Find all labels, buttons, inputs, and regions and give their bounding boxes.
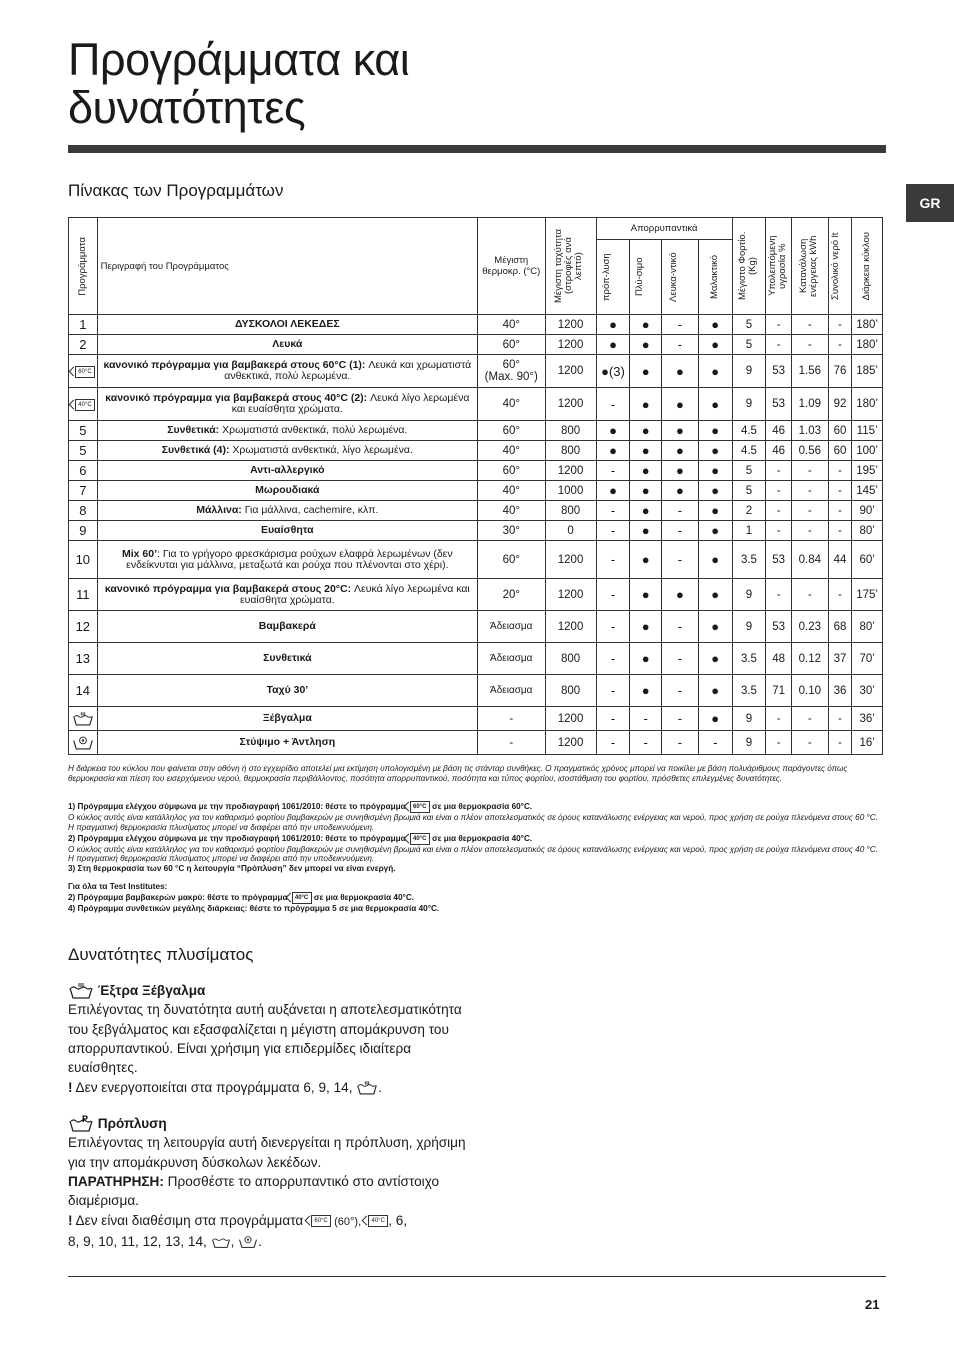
wash-flag: ● bbox=[630, 355, 662, 388]
prewash-flag: - bbox=[596, 675, 630, 707]
energy: 0.56 bbox=[791, 441, 828, 461]
table-row bbox=[69, 335, 883, 355]
wash-flag: ● bbox=[630, 579, 662, 611]
max-speed: 800 bbox=[545, 441, 596, 461]
bleach-flag: - bbox=[662, 315, 699, 335]
max-speed: 800 bbox=[545, 675, 596, 707]
max-temp: 60° (Max. 90°) bbox=[478, 355, 545, 388]
softener-flag: ● bbox=[698, 579, 732, 611]
residual-humidity: 53 bbox=[766, 388, 792, 421]
wash-flag: ● bbox=[630, 388, 662, 421]
prewash-flag: ● bbox=[596, 441, 630, 461]
table-row bbox=[69, 579, 883, 611]
max-temp: 30° bbox=[478, 521, 545, 541]
max-load: 5 bbox=[732, 461, 766, 481]
header-residual-humidity: Υπολειπόμενη υγρασία % bbox=[767, 235, 789, 297]
water: 60 bbox=[828, 441, 852, 461]
program-description: ΔΥΣΚΟΛΟΙ ΛΕΚΕΔΕΣ bbox=[97, 315, 477, 335]
prewash-flag: - bbox=[596, 461, 630, 481]
duration: 100’ bbox=[852, 441, 883, 461]
residual-humidity: - bbox=[766, 481, 792, 501]
header-prewash: πρόπ-λυση bbox=[600, 253, 612, 301]
max-speed: 1200 bbox=[545, 541, 596, 579]
residual-humidity: 53 bbox=[766, 611, 792, 643]
water: 92 bbox=[828, 388, 852, 421]
bleach-flag: ● bbox=[662, 355, 699, 388]
max-load: 4.5 bbox=[732, 441, 766, 461]
softener-flag: - bbox=[698, 731, 732, 755]
wash-flag: ● bbox=[630, 501, 662, 521]
max-speed: 1200 bbox=[545, 315, 596, 335]
table-row bbox=[69, 315, 883, 335]
water: - bbox=[828, 521, 852, 541]
prewash-flag: - bbox=[596, 541, 630, 579]
table-row bbox=[69, 355, 883, 388]
header-max-load: Μέγιστο Φορτίο. (Kg) bbox=[736, 231, 758, 301]
max-temp: Άδειασμα bbox=[478, 611, 545, 643]
program-number: 10 bbox=[69, 541, 98, 579]
table-row bbox=[69, 541, 883, 579]
table-row bbox=[69, 521, 883, 541]
wash-flag: - bbox=[630, 731, 662, 755]
softener-flag: ● bbox=[698, 461, 732, 481]
header-max-temp: Μέγιστη θερμοκρ. (°C) bbox=[478, 218, 545, 315]
wash-flag: ● bbox=[630, 521, 662, 541]
max-temp: - bbox=[478, 707, 545, 731]
max-load: 3.5 bbox=[732, 643, 766, 675]
prewash-flag: - bbox=[596, 521, 630, 541]
max-temp: - bbox=[478, 731, 545, 755]
bleach-flag: ● bbox=[662, 579, 699, 611]
programs-table bbox=[68, 217, 883, 755]
header-energy: Κατανάλωση ενέργειας kWh bbox=[797, 235, 819, 297]
energy: - bbox=[791, 521, 828, 541]
max-load: 9 bbox=[732, 707, 766, 731]
wash-flag: ● bbox=[630, 611, 662, 643]
bleach-flag: - bbox=[662, 643, 699, 675]
softener-flag: ● bbox=[698, 335, 732, 355]
bleach-flag: ● bbox=[662, 481, 699, 501]
prewash-flag: ● bbox=[596, 315, 630, 335]
max-speed: 1200 bbox=[545, 461, 596, 481]
language-tab: GR bbox=[906, 184, 954, 222]
softener-flag: ● bbox=[698, 611, 732, 643]
max-speed: 1000 bbox=[545, 481, 596, 501]
header-water: Συνολικό νερό lt bbox=[829, 232, 841, 300]
energy: 1.09 bbox=[791, 388, 828, 421]
softener-flag: ● bbox=[698, 707, 732, 731]
footer-divider bbox=[68, 1276, 886, 1277]
softener-flag: ● bbox=[698, 675, 732, 707]
program-description: Mix 60’: Για το γρήγορο φρεσκάρισμα ρούχων ελαφρά λερωμένων (δεν ενδείκνυται για μάλλινα, μεταξωτά και ρούχα που πλένονται στο χέρι). bbox=[97, 541, 477, 579]
max-load: 3.5 bbox=[732, 675, 766, 707]
max-load: 2 bbox=[732, 501, 766, 521]
header-description: Περιγραφή του Προγράμματος bbox=[97, 218, 477, 315]
program-description: Αντι-αλλεργικό bbox=[97, 461, 477, 481]
program-number: 13 bbox=[69, 643, 98, 675]
max-load: 5 bbox=[732, 315, 766, 335]
program-number: 7 bbox=[69, 481, 98, 501]
program-description: Μωρουδιακά bbox=[97, 481, 477, 501]
bleach-flag: - bbox=[662, 707, 699, 731]
header-bleach: Λευκα-ντικό bbox=[667, 252, 679, 302]
softener-flag: ● bbox=[698, 481, 732, 501]
water: 36 bbox=[828, 675, 852, 707]
program-number: 14 bbox=[69, 675, 98, 707]
prewash-flag: ● bbox=[596, 421, 630, 441]
energy: - bbox=[791, 481, 828, 501]
page-title: Προγράμματα και δυνατότητες bbox=[68, 34, 410, 133]
prewash-flag: - bbox=[596, 611, 630, 643]
table-row bbox=[69, 611, 883, 643]
rinse-icon bbox=[68, 982, 94, 1000]
bleach-flag: ● bbox=[662, 388, 699, 421]
duration: 60’ bbox=[852, 541, 883, 579]
residual-humidity: 53 bbox=[766, 355, 792, 388]
residual-humidity: 71 bbox=[766, 675, 792, 707]
max-temp: Άδειασμα bbox=[478, 675, 545, 707]
energy: 0.10 bbox=[791, 675, 828, 707]
max-speed: 1200 bbox=[545, 611, 596, 643]
water: - bbox=[828, 315, 852, 335]
max-speed: 1200 bbox=[545, 579, 596, 611]
bleach-flag: ● bbox=[662, 461, 699, 481]
max-speed: 1200 bbox=[545, 355, 596, 388]
water: 68 bbox=[828, 611, 852, 643]
softener-flag: ● bbox=[698, 501, 732, 521]
duration: 80’ bbox=[852, 521, 883, 541]
program-number: 5 bbox=[69, 421, 98, 441]
max-load: 9 bbox=[732, 579, 766, 611]
wash-flag: ● bbox=[630, 643, 662, 675]
program-description: Μάλλινα: Για μάλλινα, cachemire, κλπ. bbox=[97, 501, 477, 521]
spin-icon bbox=[72, 735, 94, 751]
max-load: 4.5 bbox=[732, 421, 766, 441]
rinse-icon bbox=[356, 1079, 378, 1097]
max-load: 1 bbox=[732, 521, 766, 541]
residual-humidity: 48 bbox=[766, 643, 792, 675]
water: - bbox=[828, 481, 852, 501]
feature-prewash: P Πρόπλυση Επιλέγοντας τη λειτουργία αυτή διενεργείται η πρόπλυση, χρήσιμη για την απομάκρυνση δύσκολων λεκέδων. ΠΑΡΑΤΗΡΗΣΗ: Προσθέστε το απορρυπαντικό στο αντίστοιχο διαμέρισμα. ! Δεν είναι διαθέσιμη στα προγράμματα 60°C (60°), 40°C , 6, 8, 9, 10, 11, 12, 13, 14, , . bbox=[68, 1115, 466, 1249]
prewash-flag: - bbox=[596, 579, 630, 611]
bleach-flag: - bbox=[662, 335, 699, 355]
energy: - bbox=[791, 461, 828, 481]
duration-footnote: Η διάρκεια του κύκλου που φαίνεται στην οθόνη ή στο εγχειρίδιο αποτελεί μια εκτίμηση υπολογισμένη με βάση τις στάνταρ συνθήκες. Ο πραγματικός χρόνος μπορεί να ποικίλει με βάση πολυάριθμους παράγοντες όπως θερμοκρασία και πίεση του εισερχόμενου νερού, θερμοκρασία περιβάλλοντος, ποσότητα απορρυπαντικού, ποσότητα και τύπος φορτίου, ισοστάθμιση του φορτίου, πρόσθετες επιλεγμένες δυνατότητες. bbox=[68, 764, 848, 783]
page-number: 21 bbox=[865, 1297, 880, 1312]
duration: 36’ bbox=[852, 707, 883, 731]
prewash-flag: - bbox=[596, 388, 630, 421]
residual-humidity: - bbox=[766, 731, 792, 755]
prewash-flag: ● bbox=[596, 481, 630, 501]
max-speed: 800 bbox=[545, 643, 596, 675]
water: 60 bbox=[828, 421, 852, 441]
residual-humidity: - bbox=[766, 461, 792, 481]
svg-text:P: P bbox=[82, 1115, 89, 1125]
program-description: κανονικό πρόγραμμα για βαμβακερά στους 60°C (1): Λευκά και χρωματιστά ανθεκτικά, πολύ λερωμένα. bbox=[97, 355, 477, 388]
residual-humidity: - bbox=[766, 579, 792, 611]
energy: 0.84 bbox=[791, 541, 828, 579]
feature-extra-rinse: Έξτρα Ξέβγαλμα Επιλέγοντας τη δυνατότητα αυτή αυξάνεται η αποτελεσματικότητα του ξεβγάλματος και εξασφαλίζεται η μέγιστη απομάκρυνση του απορρυπαντικού. Είναι χρήσιμη για επιδερμίδες ιδιαίτερα ευαίσθητες. ! Δεν ενεργοποιείται στα προγράμματα 6, 9, 14, . bbox=[68, 981, 468, 1097]
energy: - bbox=[791, 579, 828, 611]
program-number: 12 bbox=[69, 611, 98, 643]
bleach-flag: ● bbox=[662, 441, 699, 461]
max-temp: Άδειασμα bbox=[478, 643, 545, 675]
header-softener: Μαλακτικό bbox=[709, 255, 721, 300]
program-description: κανονικό πρόγραμμα για βαμβακερά στους 40°C (2): Λευκά λίγο λερωμένα και ευαίσθητα χρώματα. bbox=[97, 388, 477, 421]
wash-flag: ● bbox=[630, 421, 662, 441]
wash-flag: ● bbox=[630, 441, 662, 461]
title-divider bbox=[68, 145, 886, 153]
max-load: 9 bbox=[732, 731, 766, 755]
wash-flag: ● bbox=[630, 481, 662, 501]
softener-flag: ● bbox=[698, 421, 732, 441]
residual-humidity: - bbox=[766, 521, 792, 541]
energy: 1.56 bbox=[791, 355, 828, 388]
residual-humidity: 46 bbox=[766, 421, 792, 441]
water: 37 bbox=[828, 643, 852, 675]
section-title-features: Δυνατότητες πλυσίματος bbox=[68, 945, 254, 964]
softener-flag: ● bbox=[698, 521, 732, 541]
header-max-speed: Μέγιστη ταχύτητα (στροφές ανά λεπτό) bbox=[552, 229, 584, 303]
table-row bbox=[69, 675, 883, 707]
bleach-flag: - bbox=[662, 521, 699, 541]
residual-humidity: 53 bbox=[766, 541, 792, 579]
residual-humidity: - bbox=[766, 335, 792, 355]
table-row bbox=[69, 388, 883, 421]
program-40-icon: 40°C bbox=[410, 833, 430, 845]
duration: 80’ bbox=[852, 611, 883, 643]
program-number: 8 bbox=[69, 501, 98, 521]
energy: 0.23 bbox=[791, 611, 828, 643]
max-temp: 40° bbox=[478, 388, 545, 421]
program-description: Στύψιμο + Άντληση bbox=[97, 731, 477, 755]
bleach-flag: - bbox=[662, 731, 699, 755]
bleach-flag: ● bbox=[662, 421, 699, 441]
water: 44 bbox=[828, 541, 852, 579]
program-description: Συνθετικά: Χρωματιστά ανθεκτικά, πολύ λερωμένα. bbox=[97, 421, 477, 441]
residual-humidity: - bbox=[766, 501, 792, 521]
duration: 70’ bbox=[852, 643, 883, 675]
water: - bbox=[828, 707, 852, 731]
rinse-icon bbox=[211, 1234, 231, 1250]
energy: 1.03 bbox=[791, 421, 828, 441]
bleach-flag: - bbox=[662, 541, 699, 579]
max-temp: 60° bbox=[478, 461, 545, 481]
energy: - bbox=[791, 731, 828, 755]
test-footnotes: 1) Πρόγραμμα ελέγχου σύμφωνα με την προδιαγραφή 1061/2010: θέστε το πρόγραμμα 60°C σε μια θερμοκρασία 60°C. Ο κύκλος αυτός είναι κατάλληλος για τον καθαρισμό φορτίου βαμβακερών με συνηθισμένη βρωμιά και είναι ο πλέον αποτελεσματικός σε όρους κατανάλωσης ενέργειας και νερού, προς χρήση σε ρούχα πλενόμενα στους 60 °C. Η πραγματική θερμοκρασία πλυσίματος μπορεί να διαφέρει από την υποδεικνυόμενη. 2) Πρόγραμμα ελέγχου σύμφωνα με την προδιαγραφή 1061/2010: θέστε το πρόγραμμα 40°C σε μια θερμοκρασία 40°C. Ο κύκλος αυτός είναι κατάλληλος για τον καθαρισμό φορτίου βαμβακερών με συνηθισμένη βρωμιά και είναι ο πλέον αποτελεσματικός σε όρους κατανάλωσης ενέργειας και νερού, προς χρήση σε ρούχα πλενόμενα στους 40 °C. Η πραγματική θερμοκρασία πλυσίματος μπορεί να διαφέρει από την υποδεικνυόμενη. 3) Στη θερμοκρασία των 60 °C η λειτουργία “Πρόπλυση” δεν μπορεί να είναι ενεργή. Για όλα τα Test Institutes: 2) Πρόγραμμα βαμβακερών μακρύ: θέστε το πρόγραμμα 40°C σε μια θερμοκρασία 40°C. 4) Πρόγραμμα συνθετικών μεγάλης διάρκειας: θέστε το πρόγραμμα 5 σε μια θερμοκρασία 40°C. bbox=[68, 802, 879, 913]
water: - bbox=[828, 731, 852, 755]
max-speed: 800 bbox=[545, 501, 596, 521]
program-number: 6 bbox=[69, 461, 98, 481]
water: - bbox=[828, 501, 852, 521]
max-speed: 1200 bbox=[545, 731, 596, 755]
softener-flag: ● bbox=[698, 315, 732, 335]
max-load: 5 bbox=[732, 481, 766, 501]
max-temp: 60° bbox=[478, 541, 545, 579]
table-row bbox=[69, 501, 883, 521]
program-description: κανονικό πρόγραμμα για βαμβακερά στους 20°C: Λευκά λίγο λερωμένα και ευαίσθητα χρώματα. bbox=[97, 579, 477, 611]
prewash-flag: ● bbox=[596, 335, 630, 355]
table-row bbox=[69, 461, 883, 481]
wash-flag: ● bbox=[630, 461, 662, 481]
max-load: 9 bbox=[732, 611, 766, 643]
bleach-flag: - bbox=[662, 501, 699, 521]
duration: 195’ bbox=[852, 461, 883, 481]
energy: - bbox=[791, 501, 828, 521]
prewash-flag: - bbox=[596, 501, 630, 521]
duration: 90’ bbox=[852, 501, 883, 521]
duration: 175’ bbox=[852, 579, 883, 611]
header-wash: Πλύ-σιμο bbox=[633, 257, 645, 297]
max-temp: 60° bbox=[478, 421, 545, 441]
max-temp: 40° bbox=[478, 315, 545, 335]
table-row bbox=[69, 707, 883, 731]
wash-flag: ● bbox=[630, 675, 662, 707]
max-load: 5 bbox=[732, 335, 766, 355]
program-40-icon: 40°C bbox=[368, 1215, 388, 1227]
table-row bbox=[69, 441, 883, 461]
duration: 16’ bbox=[852, 731, 883, 755]
wash-flag: ● bbox=[630, 541, 662, 579]
program-description: Βαμβακερά bbox=[97, 611, 477, 643]
prewash-flag: - bbox=[596, 707, 630, 731]
max-load: 9 bbox=[732, 355, 766, 388]
table-row bbox=[69, 731, 883, 755]
softener-flag: ● bbox=[698, 355, 732, 388]
max-temp: 40° bbox=[478, 501, 545, 521]
softener-flag: ● bbox=[698, 441, 732, 461]
rinse-icon bbox=[72, 711, 94, 727]
max-speed: 1200 bbox=[545, 335, 596, 355]
program-number: 9 bbox=[69, 521, 98, 541]
program-number: 5 bbox=[69, 441, 98, 461]
wash-flag: ● bbox=[630, 335, 662, 355]
program-number: 1 bbox=[69, 315, 98, 335]
prewash-flag: - bbox=[596, 643, 630, 675]
duration: 145’ bbox=[852, 481, 883, 501]
water: - bbox=[828, 461, 852, 481]
duration: 180’ bbox=[852, 388, 883, 421]
header-detergents: Απορρυπαντικά bbox=[596, 218, 732, 240]
program-description: Λευκά bbox=[97, 335, 477, 355]
water: 76 bbox=[828, 355, 852, 388]
energy: - bbox=[791, 315, 828, 335]
program-description: Ευαίσθητα bbox=[97, 521, 477, 541]
softener-flag: ● bbox=[698, 541, 732, 579]
max-temp: 40° bbox=[478, 441, 545, 461]
prewash-icon bbox=[68, 1115, 94, 1133]
residual-humidity: - bbox=[766, 707, 792, 731]
program-40-icon: 40°C bbox=[292, 892, 312, 904]
max-speed: 0 bbox=[545, 521, 596, 541]
max-load: 9 bbox=[732, 388, 766, 421]
program-60-icon: 60°C bbox=[311, 1215, 331, 1227]
softener-flag: ● bbox=[698, 388, 732, 421]
program-number: 2 bbox=[69, 335, 98, 355]
table-row bbox=[69, 421, 883, 441]
bleach-flag: - bbox=[662, 611, 699, 643]
bleach-flag: - bbox=[662, 675, 699, 707]
energy: - bbox=[791, 707, 828, 731]
program-description: Ξέβγαλμα bbox=[97, 707, 477, 731]
header-duration: Διάρκεια κύκλου bbox=[861, 231, 873, 301]
table-row bbox=[69, 481, 883, 501]
prewash-flag: - bbox=[596, 731, 630, 755]
program-60-icon: 60°C bbox=[75, 366, 95, 378]
max-speed: 1200 bbox=[545, 388, 596, 421]
spin-icon bbox=[238, 1234, 258, 1250]
max-load: 3.5 bbox=[732, 541, 766, 579]
max-temp: 20° bbox=[478, 579, 545, 611]
duration: 180’ bbox=[852, 335, 883, 355]
program-description: Συνθετικά bbox=[97, 643, 477, 675]
program-description: Συνθετικά (4): Χρωματιστά ανθεκτικά, λίγο λερωμένα. bbox=[97, 441, 477, 461]
water: - bbox=[828, 335, 852, 355]
duration: 180’ bbox=[852, 315, 883, 335]
residual-humidity: - bbox=[766, 315, 792, 335]
program-60-icon: 60°C bbox=[410, 801, 430, 813]
max-speed: 800 bbox=[545, 421, 596, 441]
max-temp: 40° bbox=[478, 481, 545, 501]
program-40-icon: 40°C bbox=[75, 399, 95, 411]
wash-flag: ● bbox=[630, 315, 662, 335]
program-number: 11 bbox=[69, 579, 98, 611]
prewash-flag: ●(3) bbox=[596, 355, 630, 388]
program-description: Ταχύ 30’ bbox=[97, 675, 477, 707]
residual-humidity: 46 bbox=[766, 441, 792, 461]
section-title-programs: Πίνακας των Προγραμμάτων bbox=[68, 181, 284, 200]
water: - bbox=[828, 579, 852, 611]
max-speed: 1200 bbox=[545, 707, 596, 731]
energy: 0.12 bbox=[791, 643, 828, 675]
duration: 185’ bbox=[852, 355, 883, 388]
softener-flag: ● bbox=[698, 643, 732, 675]
header-programs: Προγράμματα bbox=[76, 236, 88, 296]
wash-flag: - bbox=[630, 707, 662, 731]
duration: 30’ bbox=[852, 675, 883, 707]
duration: 115’ bbox=[852, 421, 883, 441]
energy: - bbox=[791, 335, 828, 355]
table-row bbox=[69, 643, 883, 675]
max-temp: 60° bbox=[478, 335, 545, 355]
